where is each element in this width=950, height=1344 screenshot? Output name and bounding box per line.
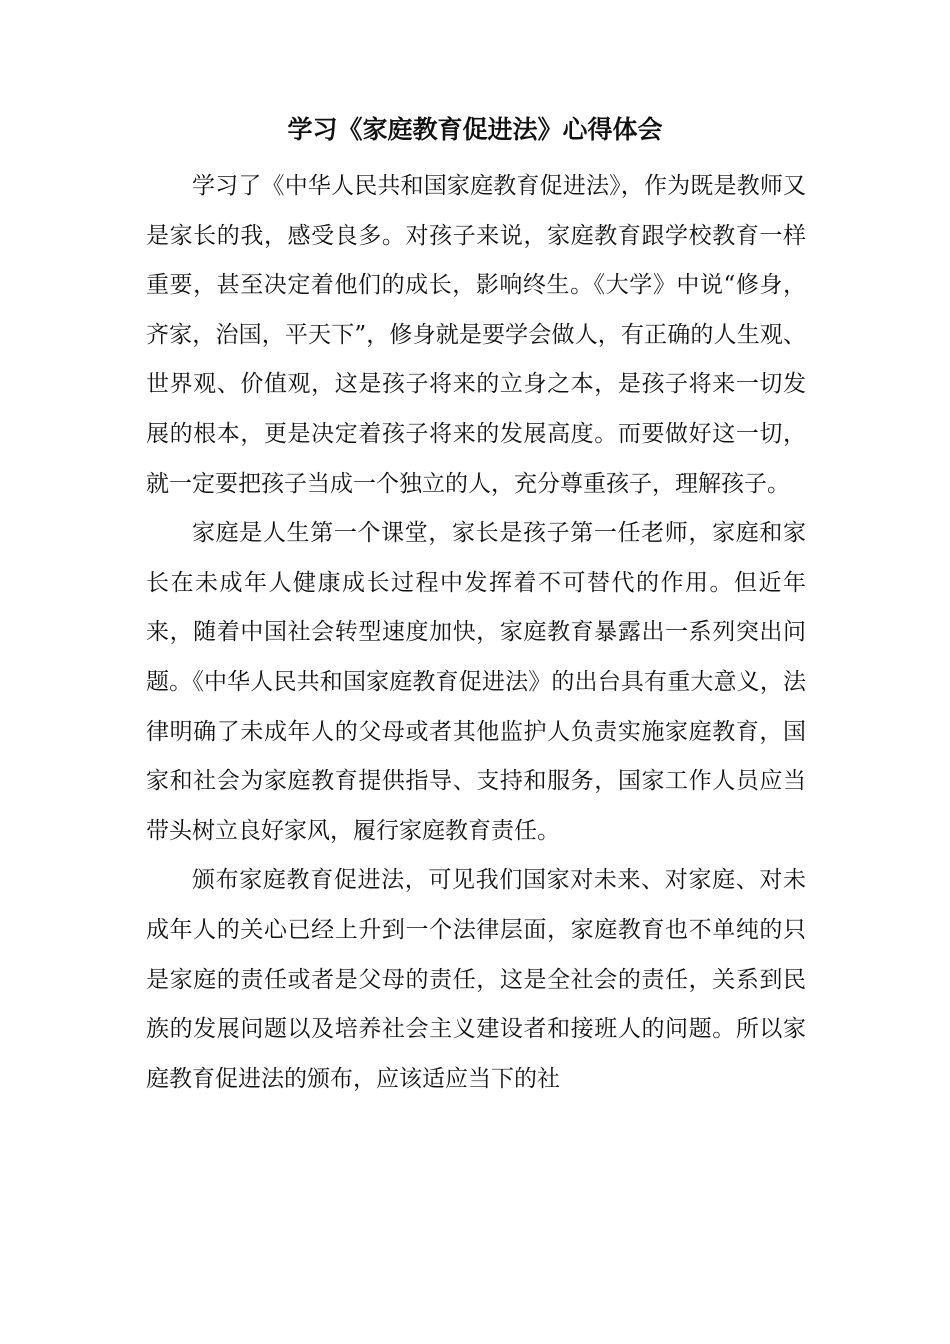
document-body	[146, 162, 806, 1104]
paragraph-1: 学习了《中华人民共和国家庭教育促进法》，作为既是教师又是家长的我，感受良多。对孩子来说，家庭教育跟学校教育一样重要，甚至决定着他们的成长，影响终生。《大学》中说“修身，齐家，治国，平天下”，修身就是要学会做人，有正确的人生观、世界观、价值观，这是孩子将来的立身之本，是孩子将来一切发展的根本，更是决定着孩子将来的发展高度。而要做好这一切，就一定要把孩子当成一个独立的人，充分尊重孩子，理解孩子。	[146, 173, 806, 497]
paragraph-2: 家庭是人生第一个课堂，家长是孩子第一任老师，家庭和家长在未成年人健康成长过程中发挥着不可替代的作用。但近年来，随着中国社会转型速度加快，家庭教育暴露出一系列突出问题。《中华人民共和国家庭教育促进法》的出台具有重大意义，法律明确了未成年人的父母或者其他监护人负责实施家庭教育，国家和社会为家庭教育提供指导、支持和服务，国家工作人员应当带头树立良好家风，履行家庭教育责任。	[146, 520, 806, 844]
document-title: 学习《家庭教育促进法》心得体会	[287, 115, 663, 144]
paragraph-3: 颁布家庭教育促进法，可见我们国家对未来、对家庭、对未成年人的关心已经上升到一个法律层面，家庭教育也不单纯的只是家庭的责任或者是父母的责任，这是全社会的责任，关系到民族的发展问题以及培养社会主义建设者和接班人的问题。所以家庭教育促进法的颁布，应该适应当下的社	[146, 867, 806, 1092]
